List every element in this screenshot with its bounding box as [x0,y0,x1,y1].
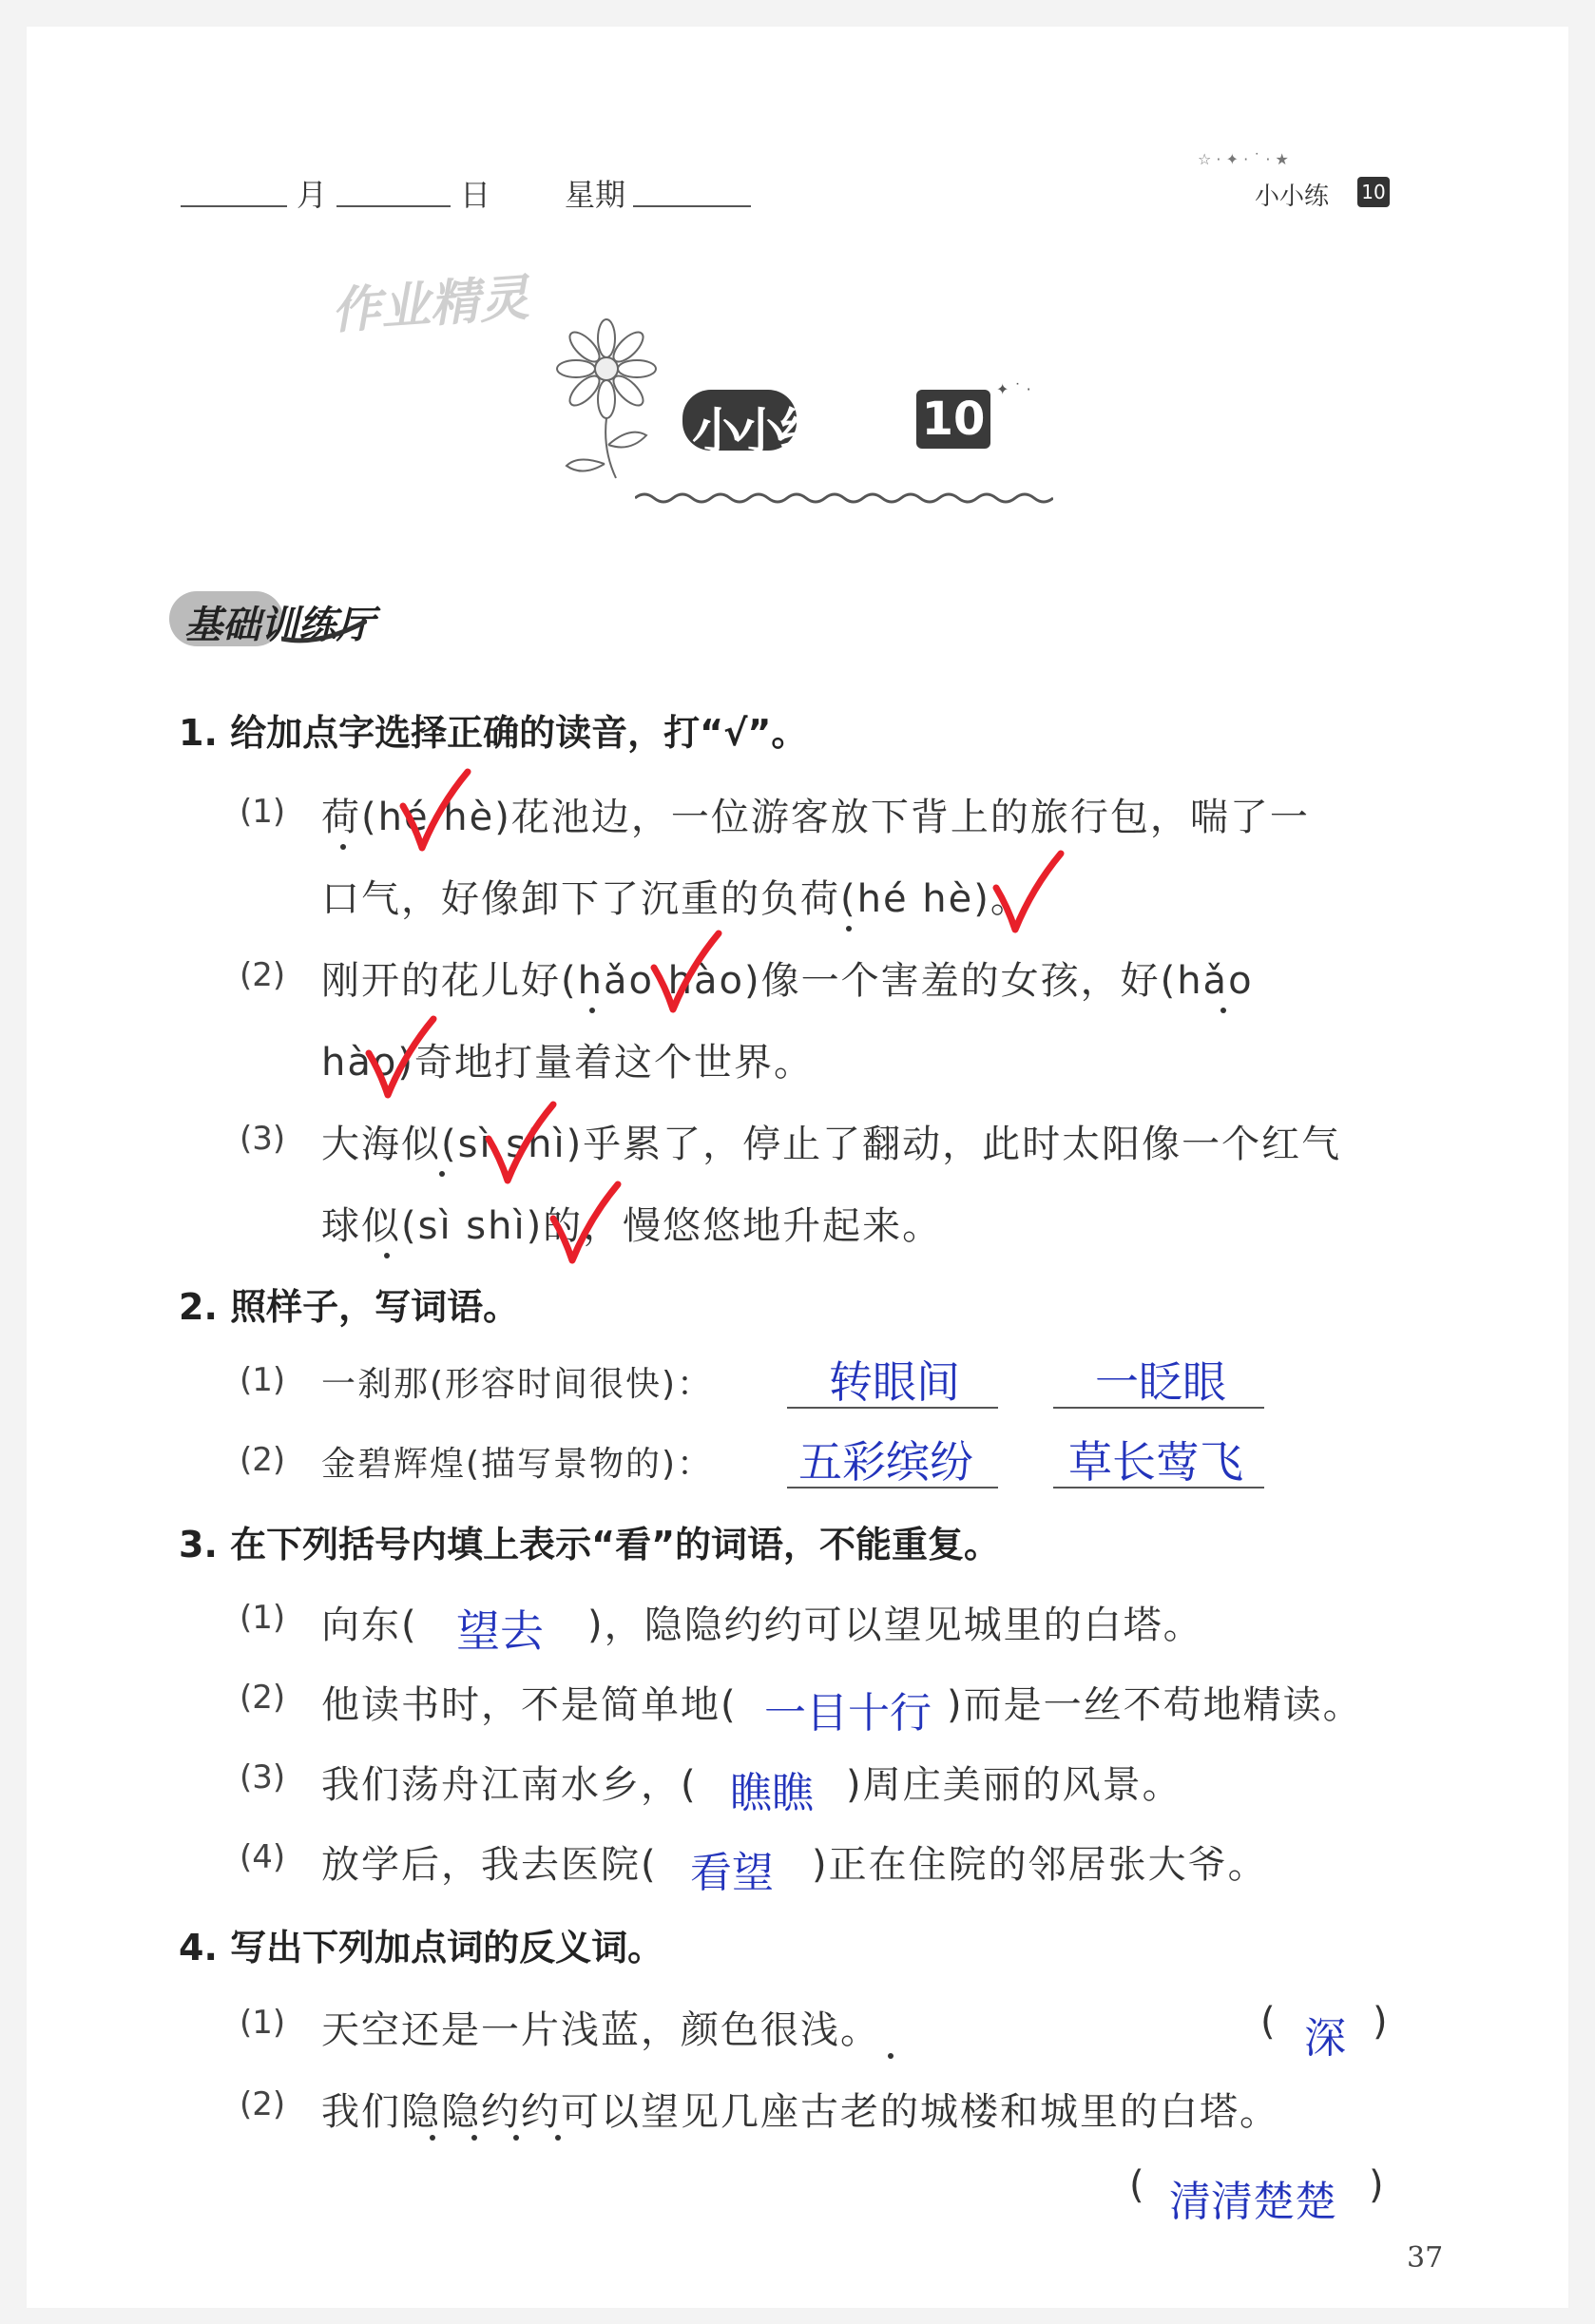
emphasis-dot [888,2053,894,2059]
q1-item1-line2: 口气，好像卸下了沉重的负荷(hé hè)。 [321,877,1030,921]
q1-item2-line2: hào)奇地打量着这个世界。 [321,1041,814,1085]
q3-title: 3. 在下列括号内填上表示“看”的词语，不能重复。 [179,1524,1001,1565]
emphasis-dot [555,2135,561,2141]
watermark-top: 作业精灵 [329,269,531,341]
weekday-blank [633,205,751,207]
q2-item2-prompt: 金碧辉煌(描写景物的)： [321,1445,714,1484]
section-label: 基础训练厅 [184,604,375,647]
emphasis-dot [471,2135,477,2141]
flower-icon [540,312,673,483]
banner-stars-icon: ✦ ˙ · [996,380,1031,398]
q2-item2-answer1: 五彩缤纷 [798,1436,973,1488]
q3-item2-before: 他读书时，不是简单地( [321,1683,738,1727]
q1-item2-num: (2) [240,956,286,994]
emphasis-dot [439,1171,445,1177]
check-mark-icon [648,930,724,1015]
q4-item1-paren-close: ) [1373,2000,1390,2044]
q4-item1-answer: 深 [1304,2014,1346,2063]
emphasis-dot [1220,1008,1226,1013]
emphasis-dot [513,2135,519,2141]
check-mark-icon [548,1181,624,1266]
q3-item2-after: )而是一丝不苟地精读。 [947,1683,1363,1727]
day-blank [336,205,451,207]
corner-label: 小小练 [1255,182,1330,211]
q4-item2-num: (2) [240,2085,286,2123]
q4-item1-text: 天空还是一片浅蓝，颜色很浅。 [321,2008,880,2052]
day-label: 日 [460,177,491,213]
stars-icon: ☆ · ✦ · ˙ · ★ [1198,150,1289,168]
q1-item3-num: (3) [240,1120,286,1158]
emphasis-dot [340,844,346,850]
q2-item2-num: (2) [240,1441,286,1479]
q3-item1-before: 向东( [321,1604,418,1647]
page-number: 37 [1407,2241,1444,2275]
weekday-label: 星期 [565,177,626,213]
emphasis-dot [384,1253,390,1258]
q1-item3-line1: 大海似(sì shì)乎累了，停止了翻动，此时太阳像一个红气 [321,1123,1342,1166]
corner-number-badge: 10 [1357,177,1390,207]
q2-item1-prompt: 一刹那(形容时间很快)： [321,1365,714,1404]
banner-number: 10 [916,390,990,449]
q1-item2-line1: 刚开的花儿好(hǎo hào)像一个害羞的女孩，好(hǎo [321,959,1254,1003]
q4-item1-num: (1) [240,2004,286,2042]
q3-item4-before: 放学后，我去医院( [321,1843,658,1887]
q4-title: 4. 写出下列加点词的反义词。 [179,1927,664,1969]
section-swoosh [281,618,367,646]
q3-item1-num: (1) [240,1599,286,1637]
month-label: 月 [297,177,328,213]
check-mark-icon [363,1015,439,1101]
q1-item1-line1: 荷(hé hè)花池边，一位游客放下背上的旅行包，喘了一 [321,796,1310,839]
q2-item1-num: (1) [240,1361,286,1399]
q3-item3-after: )周庄美丽的风景。 [846,1763,1182,1807]
q3-item4-num: (4) [240,1838,286,1876]
emphasis-dot [430,2135,435,2141]
worksheet-page [27,27,1568,2308]
q1-item3-line2: 球似(sì shì)的，慢悠悠地升起来。 [321,1204,943,1248]
q3-item3-num: (3) [240,1758,286,1796]
check-mark-icon [483,1101,559,1186]
q4-item2-answer: 清清楚楚 [1169,2178,1336,2226]
emphasis-dot [846,926,852,932]
q4-item2-paren-close: ) [1369,2163,1386,2207]
q3-item2-answer: 一目十行 [764,1689,932,1738]
q2-title: 2. 照样子，写词语。 [179,1286,520,1328]
q3-item1-answer: 望去 [456,1605,544,1657]
q3-item4-answer: 看望 [690,1849,774,1897]
q4-item2-paren-open: ( [1129,2163,1146,2207]
q2-item1-answer2: 一眨眼 [1095,1356,1226,1408]
q4-item2-text: 我们隐隐约约可以望见几座古老的城楼和城里的白塔。 [321,2090,1279,2134]
banner-title: 小小练 [692,404,824,461]
q3-item1-after: )，隐隐约约可以望见城里的白塔。 [587,1604,1203,1647]
q3-item3-before: 我们荡舟江南水乡，( [321,1763,698,1807]
check-mark-icon [990,850,1067,935]
q3-item3-answer: 瞧瞧 [730,1769,814,1817]
q3-item4-after: )正在住院的邻居张大爷。 [812,1843,1268,1887]
q1-item1-num: (1) [240,793,286,831]
q3-item2-num: (2) [240,1679,286,1717]
q2-item1-answer1: 转眼间 [829,1356,960,1408]
month-blank [181,205,287,207]
q1-title: 1. 给加点字选择正确的读音，打“√”。 [179,712,808,754]
check-mark-icon [397,768,473,854]
emphasis-dot [589,1008,595,1013]
q4-item1-paren-open: ( [1260,2000,1278,2044]
q2-item2-answer2: 草长莺飞 [1068,1436,1243,1488]
banner-wave-line [635,489,1053,509]
